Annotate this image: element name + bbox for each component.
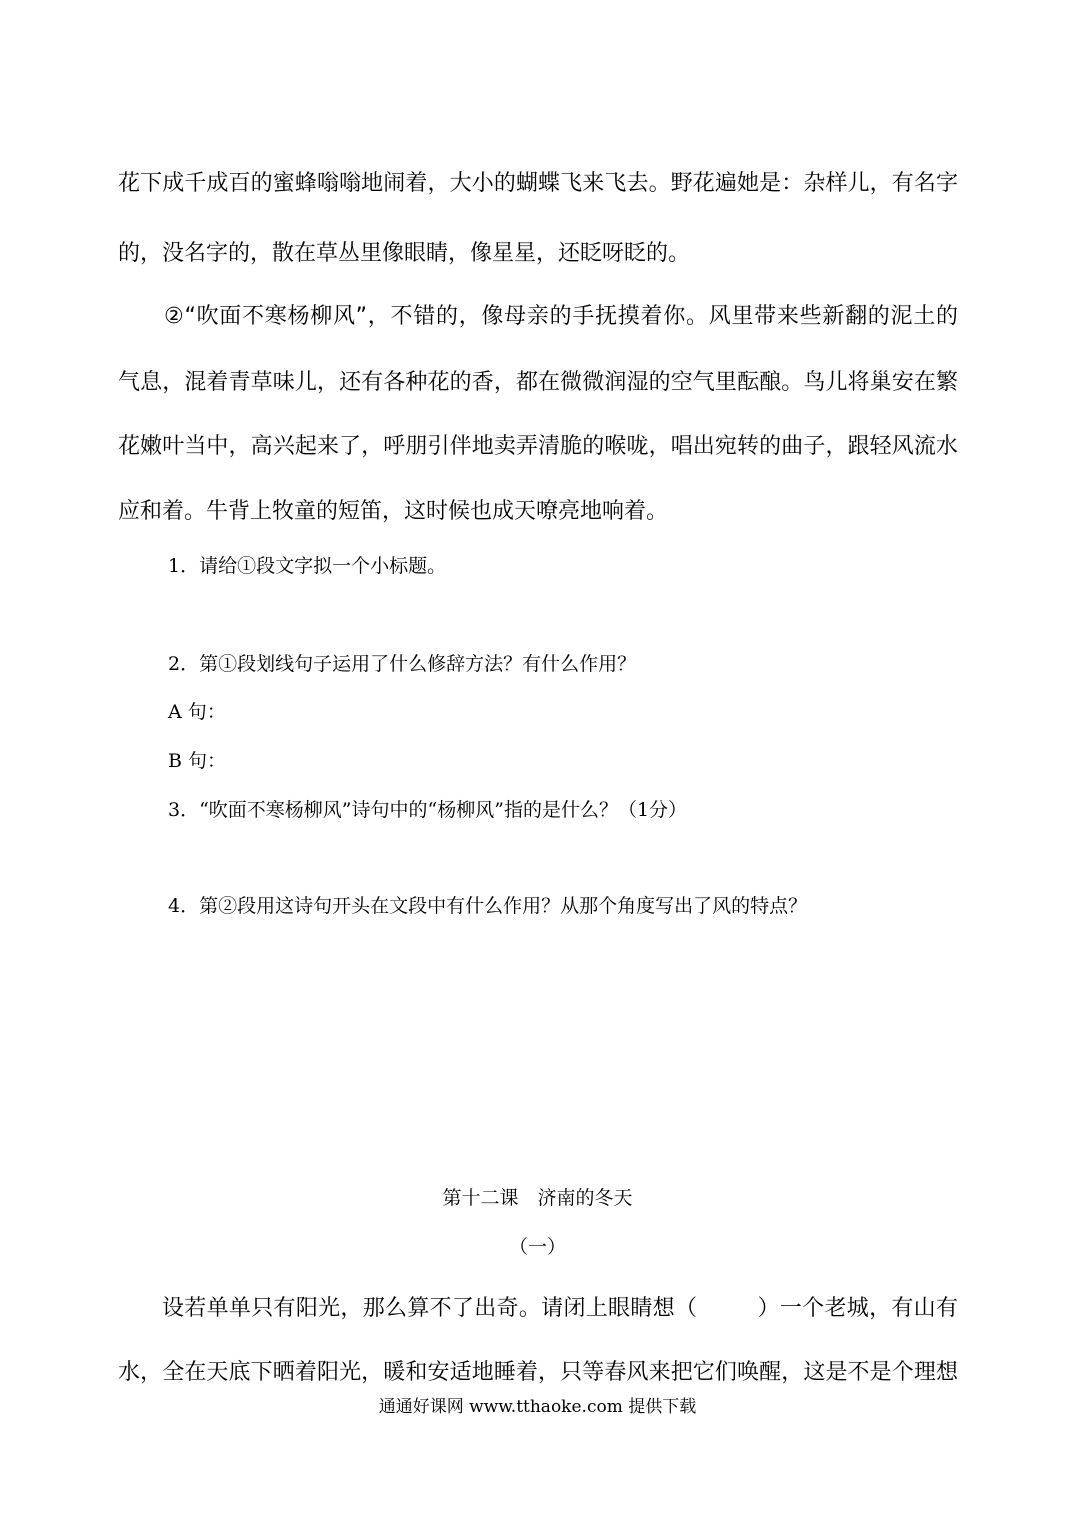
footer-credit: 通通好课网 www.tthaoke.com 提供下载: [378, 1397, 697, 1417]
passage-line-4: 气息，混着青草味儿，还有各种花的香，都在微微润湿的空气里酝酿。鸟儿将巢安在繁: [118, 370, 958, 395]
passage2-line-1-before: 设若单单只有阳光，那么算不了出奇。请闭上眼睛想（: [162, 1296, 698, 1321]
passage2-line-1: [162, 1291, 958, 1322]
question-1: 1．请给①段文字拟一个小标题。: [168, 555, 447, 577]
passage-line-6: 应和着。牛背上牧童的短笛，这时候也成天嘹亮地响着。: [118, 499, 669, 524]
passage-line-5: 花嫩叶当中，高兴起来了，呼朋引伴地卖弄清脆的喉咙，唱出宛转的曲子，跟轻风流水: [118, 434, 958, 459]
lesson-title: 第十二课 济南的冬天: [442, 1187, 633, 1209]
lesson-section: （一）: [508, 1236, 566, 1258]
passage2-line-1-after: ）一个老城，有山有: [757, 1296, 958, 1321]
passage-line-1: 花下成千成百的蜜蜂嗡嗡地闹着，大小的蝴蝶飞来飞去。野花遍她是：杂样儿，有名字: [118, 171, 958, 196]
question-2-b: B 句：: [168, 750, 227, 772]
question-4: 4．第②段用这诗句开头在文段中有什么作用？从那个角度写出了风的特点？: [168, 895, 808, 917]
passage-paragraph-2-start: ②“吹面不寒杨柳风”，不错的，像母亲的手抚摸着你。风里带来些新翻的泥土的: [164, 304, 958, 329]
question-3: 3．“吹面不寒杨柳风”诗句中的“杨柳风”指的是什么？（1分）: [168, 799, 688, 821]
passage-line-2: 的，没名字的，散在草丛里像眼睛，像星星，还眨呀眨的。: [118, 241, 691, 266]
question-2: 2．第①段划线句子运用了什么修辞方法？有什么作用？: [168, 653, 637, 675]
question-2-a: A 句：: [168, 701, 226, 723]
passage2-line-2: 水，全在天底下晒着阳光，暖和安适地睡着，只等春风来把它们唤醒，这是不是个理想: [118, 1360, 958, 1385]
